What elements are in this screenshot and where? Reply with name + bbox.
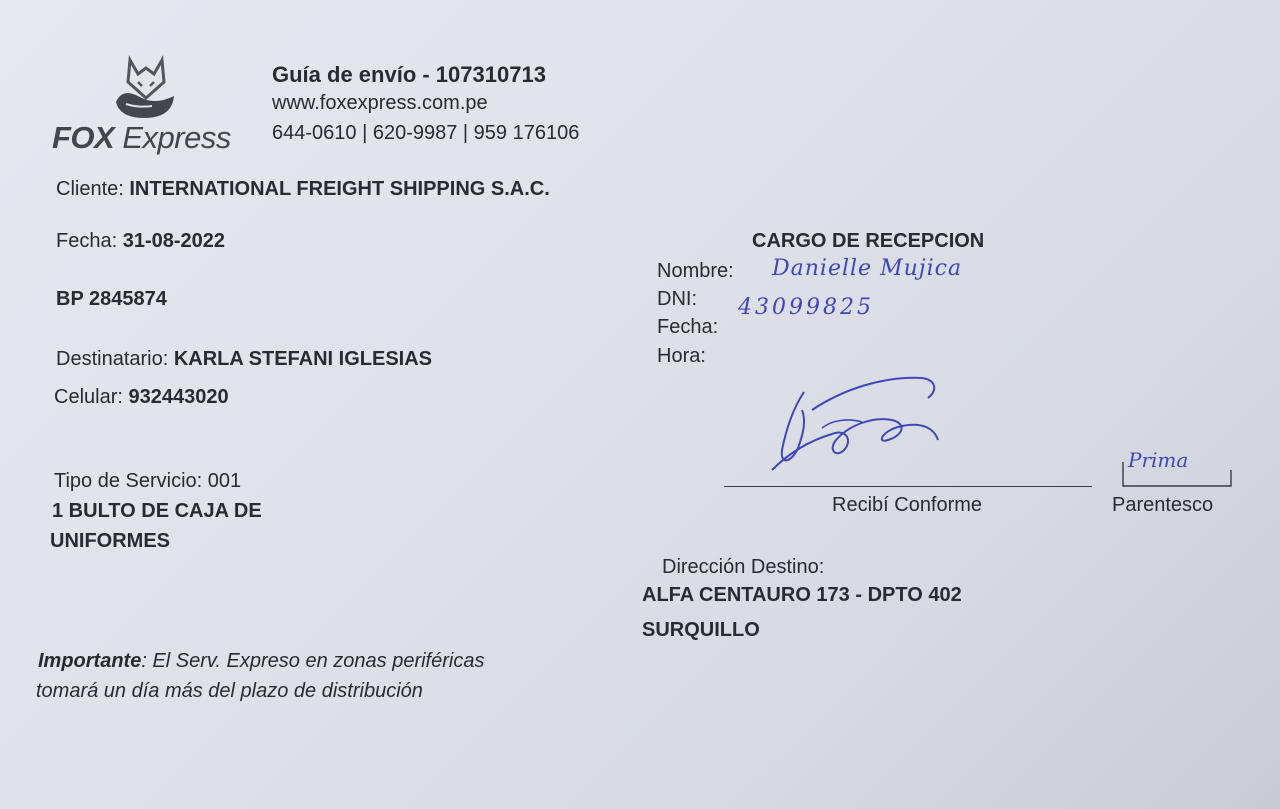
fox-logo-icon [108, 52, 184, 122]
importante-line2: tomará un día más del plazo de distribución [36, 680, 423, 702]
guide-title: Guía de envío - 107310713 [272, 62, 546, 87]
descripcion-line2: UNIFORMES [50, 530, 170, 552]
celular-value: 932443020 [128, 386, 229, 408]
fecha-value: 31-08-2022 [122, 230, 226, 252]
cliente-value: INTERNATIONAL FREIGHT SHIPPING S.A.C. [129, 178, 550, 200]
direccion-label: Dirección Destino: [662, 556, 825, 578]
celular-row [54, 386, 229, 409]
direccion-line2: SURQUILLO [642, 619, 760, 641]
celular-label: Celular: [54, 386, 123, 408]
recibi-conforme-label: Recibí Conforme [832, 494, 983, 516]
tipo-servicio: Tipo de Servicio: 001 [54, 470, 242, 492]
logo-wordmark [52, 120, 231, 156]
destinatario-row [56, 348, 432, 371]
dni-label: DNI: [657, 288, 697, 310]
logo-wordmark-fox: FOX [52, 120, 115, 155]
hora-label: Hora: [657, 345, 706, 367]
cargo-fecha-label: Fecha: [657, 316, 719, 338]
dni-handwritten: 43099825 [738, 295, 874, 320]
cliente-label: Cliente: [56, 178, 124, 200]
website-url: www.foxexpress.com.pe [272, 92, 488, 114]
cargo-title: CARGO DE RECEPCION [752, 230, 985, 252]
importante-text1: : El Serv. Expreso en zonas periféricas [141, 650, 485, 672]
nombre-label: Nombre: [657, 260, 734, 282]
logo-wordmark-express: Express [122, 120, 231, 155]
importante-line1 [38, 650, 484, 673]
signature-line [724, 486, 1092, 487]
destinatario-label: Destinatario: [56, 348, 169, 370]
destinatario-value: KARLA STEFANI IGLESIAS [173, 348, 433, 370]
parentesco-handwritten: Prima [1128, 448, 1189, 472]
importante-label: Importante [38, 650, 142, 672]
direccion-line1: ALFA CENTAURO 173 - DPTO 402 [642, 584, 962, 606]
cliente-row [56, 178, 550, 201]
descripcion-line1: 1 BULTO DE CAJA DE [52, 500, 262, 522]
fecha-label: Fecha: [56, 230, 118, 252]
signature-icon [752, 370, 952, 480]
bp-number: BP 2845874 [56, 288, 167, 310]
nombre-handwritten: Danielle Mujica [772, 256, 963, 281]
phone-numbers: 644-0610 | 620-9987 | 959 176106 [272, 122, 580, 144]
fecha-row [56, 230, 225, 253]
parentesco-label: Parentesco [1112, 494, 1214, 516]
